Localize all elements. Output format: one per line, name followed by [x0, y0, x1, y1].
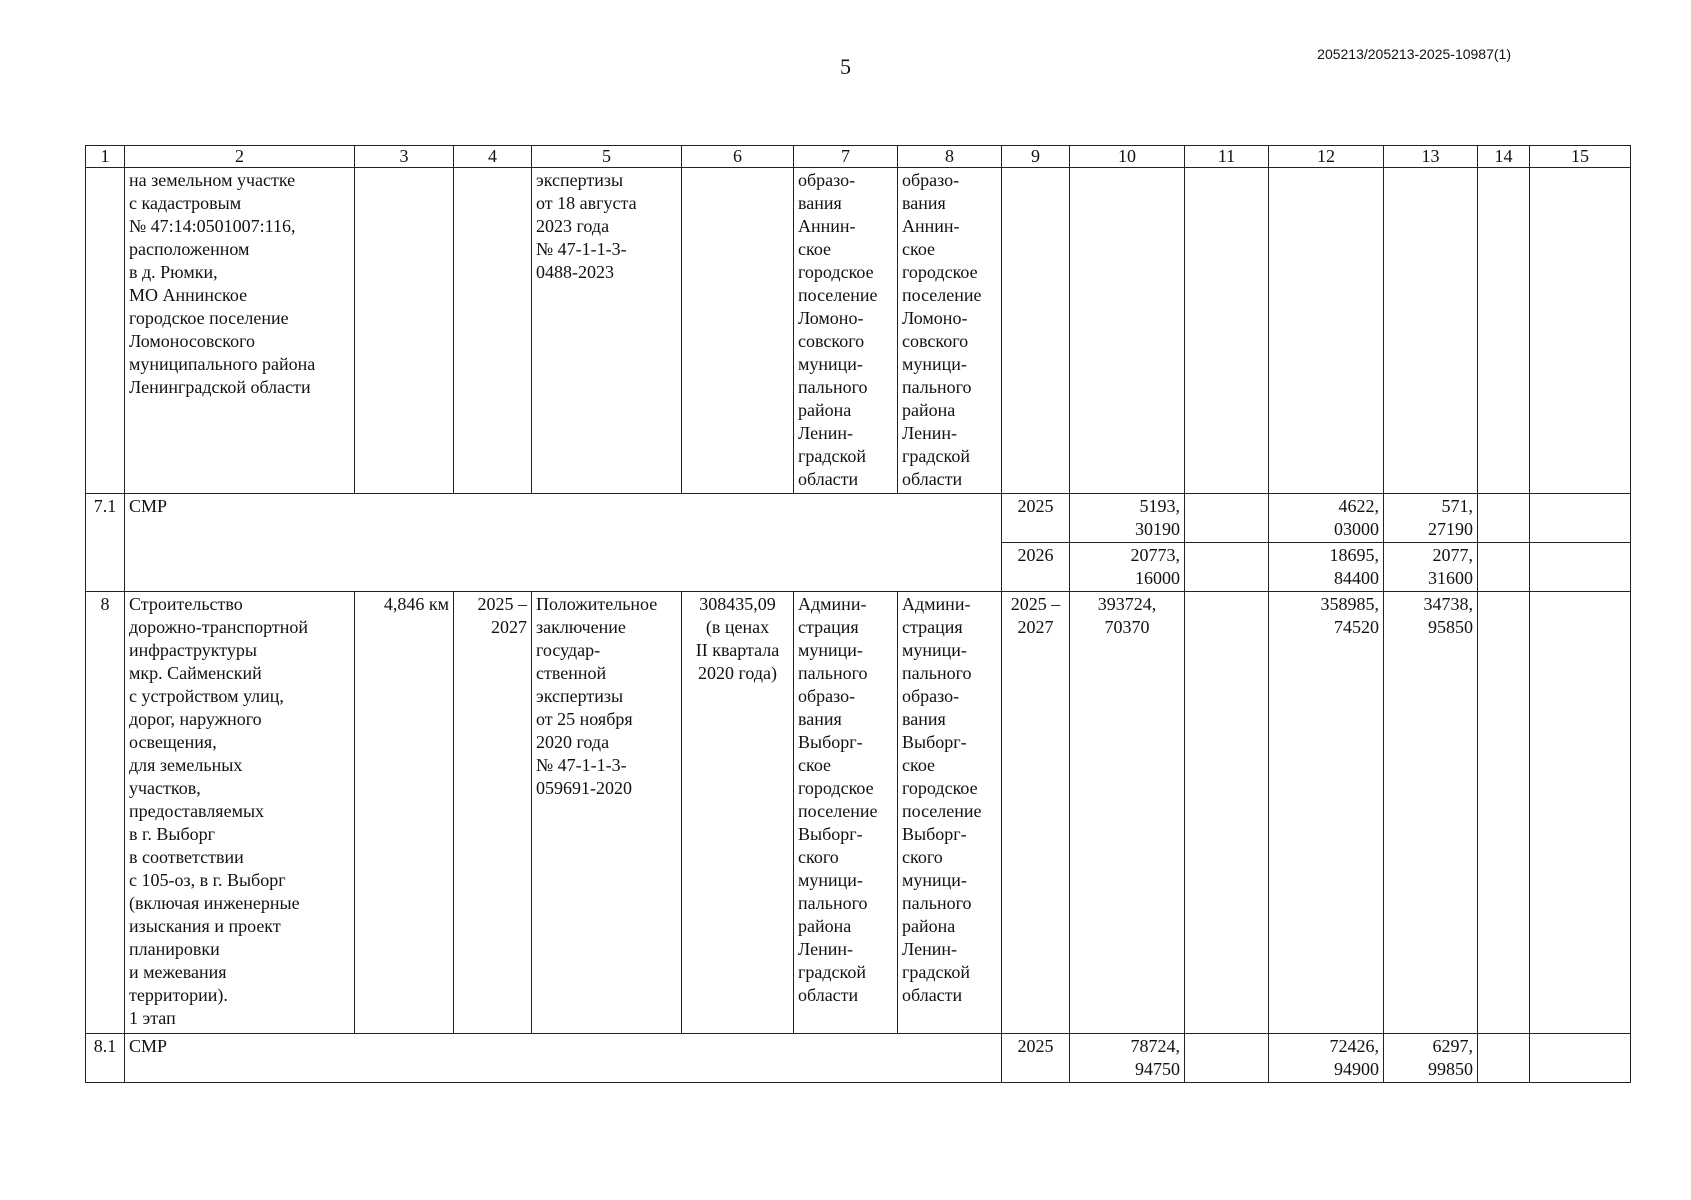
cell-capacity: [355, 168, 454, 494]
column-header: 15: [1530, 146, 1631, 168]
cell-year: [1002, 168, 1070, 494]
cell-col-14: [1478, 592, 1530, 1034]
column-header: 7: [794, 146, 898, 168]
cell-col-15: [1530, 543, 1631, 592]
cell-year: 2025: [1002, 494, 1070, 543]
cell-col-14: [1478, 168, 1530, 494]
cell-customer: Админи- страция муници- пального образо- вания Выборг- ское городское поселение Выборг- ского муници- пального района Ленин- градской области: [794, 592, 898, 1034]
cell-col-14: [1478, 1034, 1530, 1083]
column-header: 1: [86, 146, 125, 168]
cell-col-15: [1530, 1034, 1631, 1083]
cell-total: [1070, 168, 1185, 494]
cell-regional-budget: 358985, 74520: [1269, 592, 1384, 1034]
column-header: 13: [1384, 146, 1478, 168]
cell-capacity: 4,846 км: [355, 592, 454, 1034]
cell-col-14: [1478, 494, 1530, 543]
cell-local-budget: 2077, 31600: [1384, 543, 1478, 592]
cell-number: 8: [86, 592, 125, 1034]
cell-year: 2025: [1002, 1034, 1070, 1083]
cell-total: 78724, 94750: [1070, 1034, 1185, 1083]
column-header: 6: [682, 146, 794, 168]
cell-object-name: на земельном участке с кадастровым № 47:14:0501007:116, расположенном в д. Рюмки, МО Аннинское городское поселение Ломоносовского муниципального района Ленинградской области: [125, 168, 355, 494]
cell-col-11: [1185, 592, 1269, 1034]
cell-local-budget: 34738, 95850: [1384, 592, 1478, 1034]
cell-col-11: [1185, 494, 1269, 543]
cell-object-name: Строительство дорожно-транспортной инфраструктуры мкр. Сайменский с устройством улиц, дорог, наружного освещения, для земельных участков, предоставляемых в г. Выборг в соответствии с 105-оз, в г. Выборг (включая инженерные изыскания и проект планировки и межевания территории). 1 этап: [125, 592, 355, 1034]
column-header: 11: [1185, 146, 1269, 168]
table-row-item-7-continued: [86, 168, 1631, 494]
column-header: 10: [1070, 146, 1185, 168]
cell-regional-budget: 72426, 94900: [1269, 1034, 1384, 1083]
cell-col-15: [1530, 494, 1631, 543]
table-row-item-8: [86, 592, 1631, 1034]
table-row-8-1: [86, 1034, 1631, 1083]
column-header: 8: [898, 146, 1002, 168]
cell-col-11: [1185, 168, 1269, 494]
cell-total: 393724, 70370: [1070, 592, 1185, 1034]
page-number: 5: [840, 54, 851, 79]
cell-expertise: Положительное заключение государ- ственной экспертизы от 25 ноября 2020 года № 47-1-1-3- 059691-2020: [532, 592, 682, 1034]
column-header: 12: [1269, 146, 1384, 168]
cell-local-budget: [1384, 168, 1478, 494]
cell-total: 5193, 30190: [1070, 494, 1185, 543]
document-id: 205213/205213-2025-10987(1): [1317, 46, 1511, 62]
cell-col-11: [1185, 1034, 1269, 1083]
cell-year: 2026: [1002, 543, 1070, 592]
cell-regional-budget: 4622, 03000: [1269, 494, 1384, 543]
cell-col-15: [1530, 592, 1631, 1034]
cell-local-budget: 6297, 99850: [1384, 1034, 1478, 1083]
register-table: [85, 145, 1631, 1083]
column-header: 9: [1002, 146, 1070, 168]
cell-work-type: СМР: [125, 494, 1002, 592]
column-header: 4: [454, 146, 532, 168]
cell-period: 2025 – 2027: [454, 592, 532, 1034]
cell-estimate: [682, 168, 794, 494]
column-header: 3: [355, 146, 454, 168]
cell-year: 2025 – 2027: [1002, 592, 1070, 1034]
cell-number: 8.1: [86, 1034, 125, 1083]
column-header: 2: [125, 146, 355, 168]
cell-developer: образо- вания Аннин- ское городское поселение Ломоно- совского муници- пального района Ленин- градской области: [898, 168, 1002, 494]
cell-regional-budget: 18695, 84400: [1269, 543, 1384, 592]
cell-number: 7.1: [86, 494, 125, 592]
cell-developer: Админи- страция муници- пального образо- вания Выборг- ское городское поселение Выборг- ского муници- пального района Ленин- градской области: [898, 592, 1002, 1034]
cell-regional-budget: [1269, 168, 1384, 494]
cell-col-14: [1478, 543, 1530, 592]
cell-col-15: [1530, 168, 1631, 494]
cell-period: [454, 168, 532, 494]
column-header: 5: [532, 146, 682, 168]
cell-work-type: СМР: [125, 1034, 1002, 1083]
cell-local-budget: 571, 27190: [1384, 494, 1478, 543]
column-number-row: [86, 146, 1631, 168]
cell-total: 20773, 16000: [1070, 543, 1185, 592]
cell-expertise: экспертизы от 18 августа 2023 года № 47-1-1-3- 0488-2023: [532, 168, 682, 494]
cell-number: [86, 168, 125, 494]
cell-customer: образо- вания Аннин- ское городское поселение Ломоно- совского муници- пального района Ленин- градской области: [794, 168, 898, 494]
cell-col-11: [1185, 543, 1269, 592]
table-row-7-1-year-1: [86, 494, 1631, 543]
cell-estimate: 308435,09 (в ценах II квартала 2020 года): [682, 592, 794, 1034]
column-header: 14: [1478, 146, 1530, 168]
